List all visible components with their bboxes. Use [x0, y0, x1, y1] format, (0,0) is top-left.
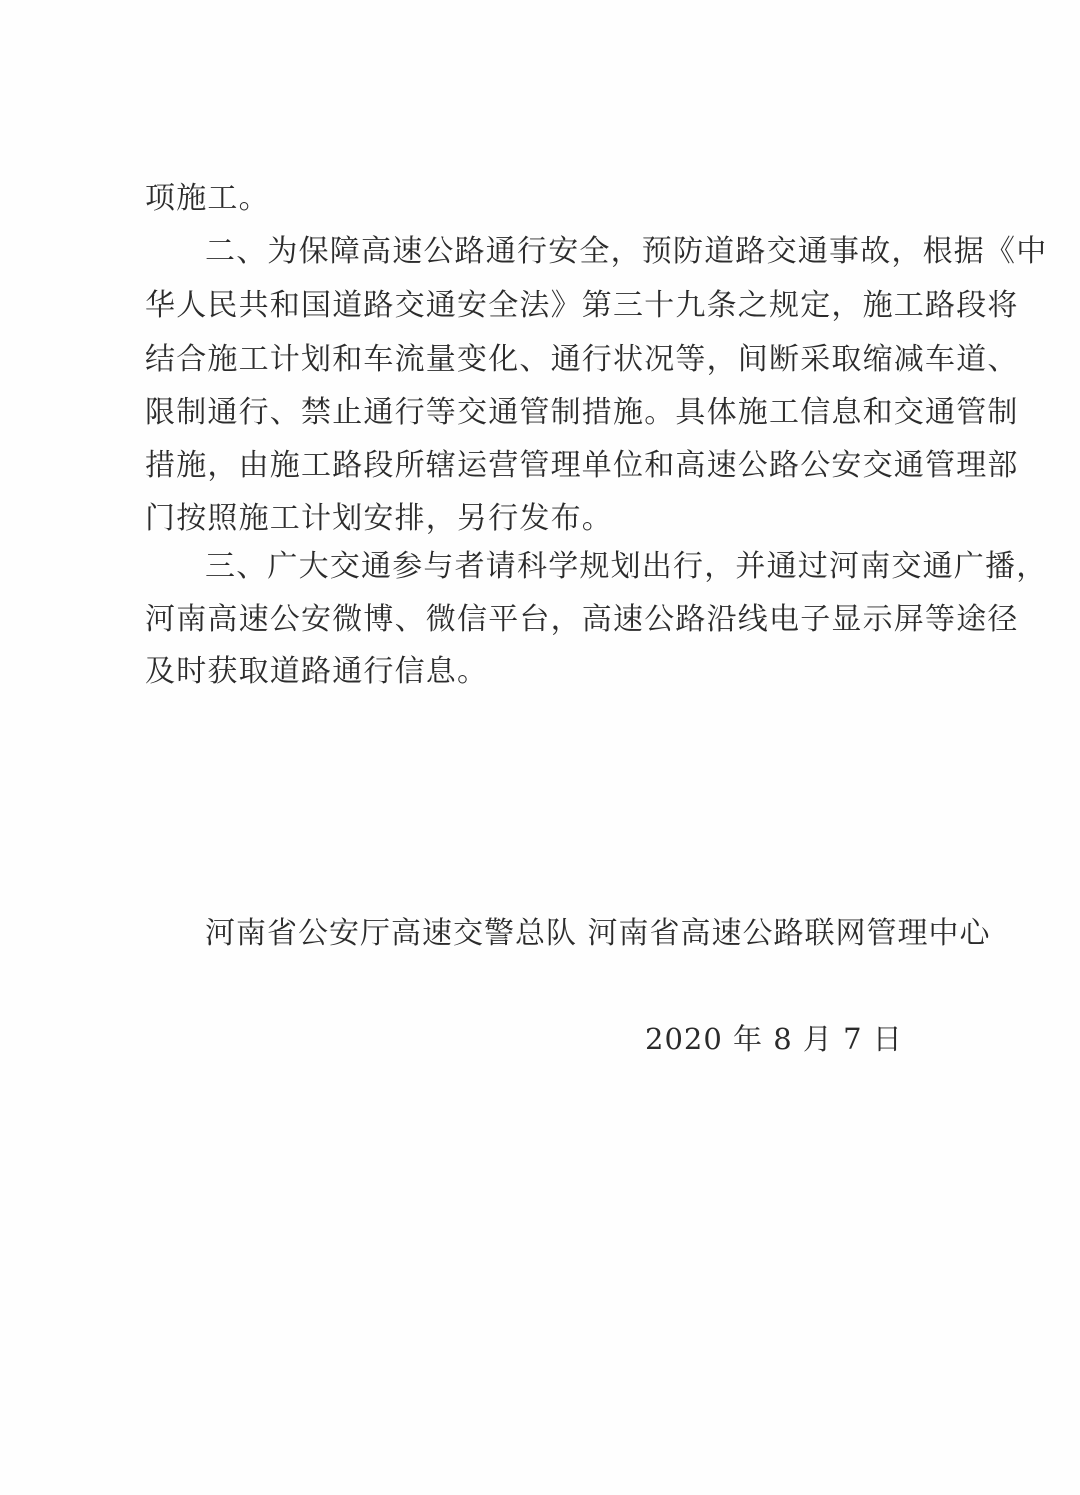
paragraph-line: 二、为保障高速公路通行安全，预防道路交通事故，根据《中 [205, 234, 1048, 269]
paragraph-line: 结合施工计划和车流量变化、通行状况等，间断采取缩减车道、 [145, 342, 1019, 377]
paragraph-line: 及时获取道路通行信息。 [145, 654, 489, 689]
paragraph-line: 限制通行、禁止通行等交通管制措施。具体施工信息和交通管制 [145, 395, 1019, 430]
paragraph-line: 河南高速公安微博、微信平台，高速公路沿线电子显示屏等途径 [145, 602, 1019, 637]
paragraph-line: 项施工。 [145, 181, 270, 216]
issuer-signature: 河南省公安厅高速交警总队 河南省高速公路联网管理中心 [205, 916, 991, 951]
paragraph-line: 华人民共和国道路交通安全法》第三十九条之规定，施工路段将 [145, 288, 1019, 323]
paragraph-line: 措施，由施工路段所辖运营管理单位和高速公路公安交通管理部 [145, 448, 1019, 483]
issue-date: 2020 年 8 月 7 日 [645, 1022, 903, 1056]
paragraph-line: 三、广大交通参与者请科学规划出行，并通过河南交通广播， [205, 549, 1048, 584]
paragraph-line: 门按照施工计划安排，另行发布。 [145, 501, 613, 536]
